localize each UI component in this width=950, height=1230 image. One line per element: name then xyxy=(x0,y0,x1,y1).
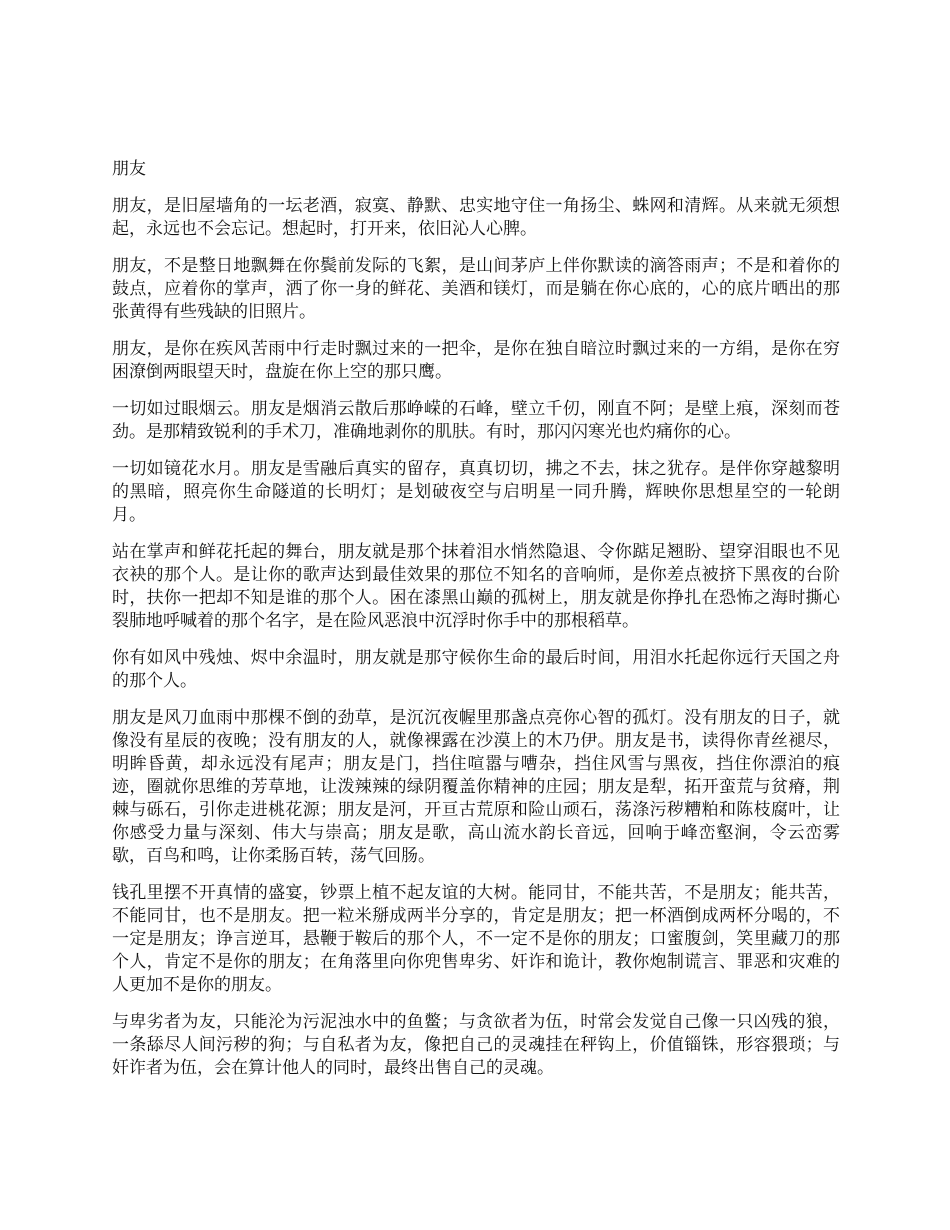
document-title: 朋友 xyxy=(112,159,146,179)
paragraph-8: 朋友是风刀血雨中那棵不倒的劲草，是沉沉夜幄里那盏点亮你心智的孤灯。没有朋友的日子，就像没有星辰的夜晚；没有朋友的人，就像裸露在沙漠上的木乃伊。朋友是书，读得你青丝褪尽，明眸昏黄，却永远没有尾声；朋友是门，挡住喧嚣与嘈杂，挡住风雪与黑夜，挡住你漂泊的痕迹，圈就你思维的芳草地，让泼辣辣的绿阴覆盖你精神的庄园；朋友是犁，拓开蛮荒与贫瘠，荆棘与砾石，引你走进桃花源；朋友是河，开亘古荒原和险山顽石，荡涤污秽糟粕和陈枝腐叶，让你感受力量与深刻、伟大与崇高；朋友是歌，高山流水韵长音远，回响于峰峦壑涧，令云峦雾歇，百鸟和鸣，让你柔肠百转，荡气回肠。 xyxy=(112,708,840,866)
document-body xyxy=(112,158,840,1094)
paragraph-7: 你有如风中残烛、烬中余温时，朋友就是那守候你生命的最后时间，用泪水托起你远行天国之舟的那个人。 xyxy=(112,648,840,691)
paragraph-9: 钱孔里摆不开真情的盛宴，钞票上植不起友谊的大树。能同甘，不能共苦，不是朋友；能共苦，不能同甘，也不是朋友。把一粒米掰成两半分享的，肯定是朋友；把一杯酒倒成两杯分喝的，不一定是朋友；诤言逆耳，悬鞭于鞍后的那个人，不一定不是你的朋友；口蜜腹剑，笑里藏刀的那个人，肯定不是你的朋友；在角落里向你兜售卑劣、奸诈和诡计，教你炮制谎言、罪恶和灾难的人更加不是你的朋友。 xyxy=(112,883,840,995)
paragraph-10: 与卑劣者为友，只能沦为污泥浊水中的鱼鳖；与贪欲者为伍，时常会发觉自己像一只凶残的狼，一条舔尽人间污秽的狗；与自私者为友，像把自己的灵魂挂在秤钩上，价值锱铢，形容猥琐；与奸诈者为伍，会在算计他人的同时，最终出售自己的灵魂。 xyxy=(112,1012,840,1078)
paragraph-1: 朋友，是旧屋墙角的一坛老酒，寂寞、静默、忠实地守住一角扬尘、蛛网和清辉。从来就无须想起，永远也不会忘记。想起时，打开来，依旧沁人心脾。 xyxy=(112,196,840,239)
paragraph-4: 一切如过眼烟云。朋友是烟消云散后那峥嵘的石峰，壁立千仞，刚直不阿；是壁上痕，深刻而苍劲。是那精致锐利的手术刀，准确地剥你的肌肤。有时，那闪闪寒光也灼痛你的心。 xyxy=(112,399,840,442)
paragraph-5: 一切如镜花水月。朋友是雪融后真实的留存，真真切切，拂之不去，抹之犹存。是伴你穿越黎明的黑暗，照亮你生命隧道的长明灯；是划破夜空与启明星一同升腾，辉映你思想星空的一轮朗月。 xyxy=(112,459,840,525)
paragraph-3: 朋友，是你在疾风苦雨中行走时飘过来的一把伞，是你在独自暗泣时飘过来的一方绢，是你在穷困潦倒两眼望天时，盘旋在你上空的那只鹰。 xyxy=(112,339,840,382)
paragraph-6: 站在掌声和鲜花托起的舞台，朋友就是那个抹着泪水悄然隐退、令你踮足翘盼、望穿泪眼也不见衣袂的那个人。是让你的歌声达到最佳效果的那位不知名的音响师，是你差点被挤下黑夜的台阶时，扶你一把却不知是谁的那个人。困在漆黑山巅的孤树上，朋友就是你挣扎在恐怖之海时撕心裂肺地呼喊着的那个名字，是在险风恶浪中沉浮时你手中的那根稻草。 xyxy=(112,542,840,631)
paragraph-2: 朋友，不是整日地飘舞在你鬓前发际的飞絮，是山间茅庐上伴你默读的滴答雨声；不是和着你的鼓点，应着你的掌声，洒了你一身的鲜花、美酒和镁灯，而是躺在你心底的，心的底片晒出的那张黄得有些残缺的旧照片。 xyxy=(112,256,840,322)
